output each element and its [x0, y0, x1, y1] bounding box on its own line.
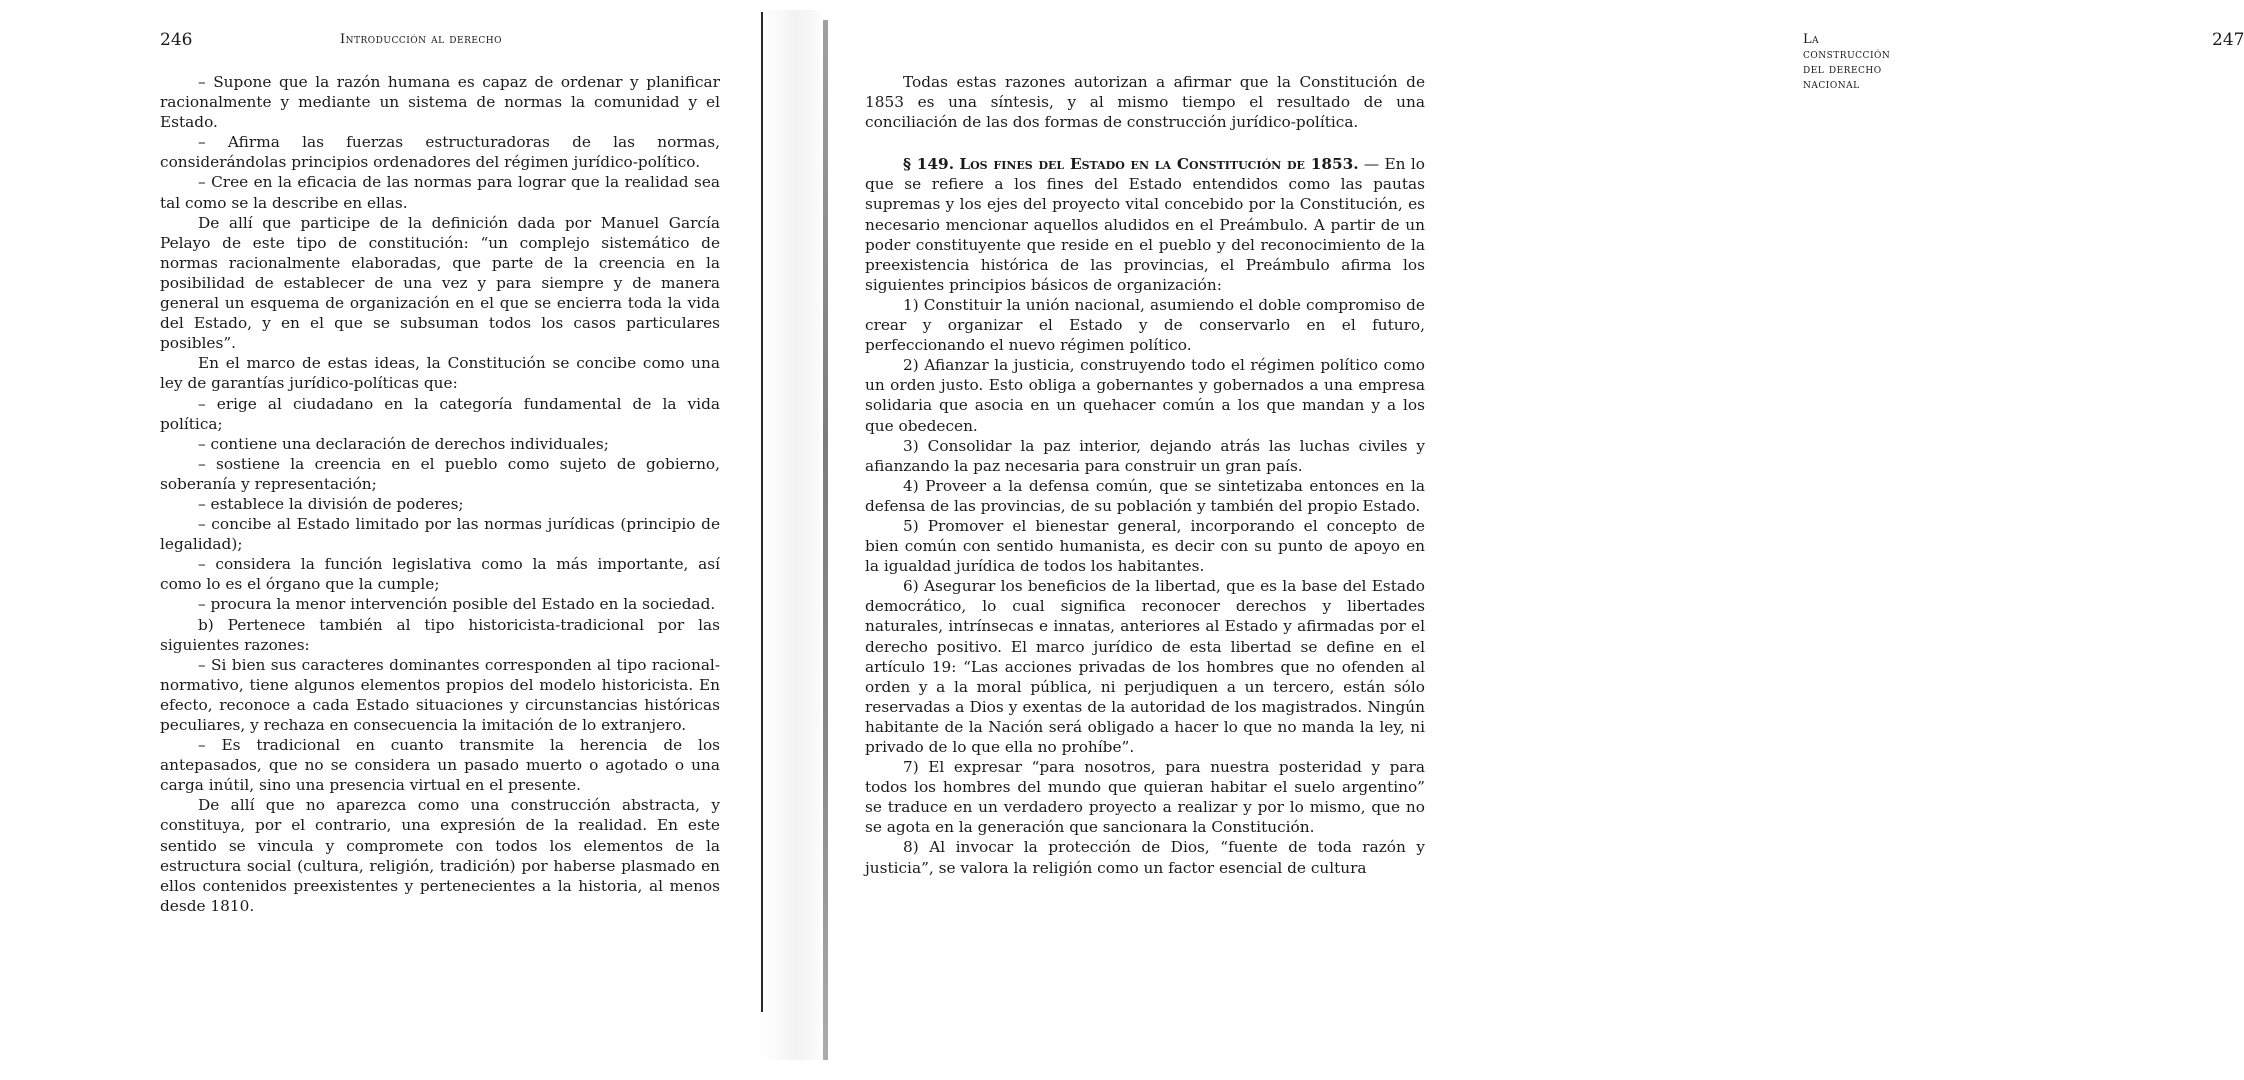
paragraph: De allí que participe de la definición dada por Manuel García Pelayo de este tipo de constitución: “un complejo sistemático de normas racionalmente elaboradas, que parte de la creencia en la posibilidad de establecer de una vez y para siempre y de manera general un esquema de organización en el que se encierra toda la vida del Estado, y en el que se subsuman todos los casos particulares posibles”. [160, 213, 720, 353]
list-item: – considera la función legislativa como la más importante, así como lo es el órgano que la cumple; [160, 555, 720, 594]
paragraph: b) Pertenece también al tipo historicista-tradicional por las siguientes razones: [160, 615, 720, 654]
section-spacer [865, 132, 1425, 154]
list-item: 4) Proveer a la defensa común, que se sintetizaba entonces en la defensa de las provincias, de su población y también del propio Estado. [865, 476, 1425, 515]
paragraph: En el marco de estas ideas, la Constitución se concibe como una ley de garantías jurídico-políticas que: [160, 354, 720, 393]
book-gutter [760, 10, 820, 1060]
left-page-body [160, 72, 720, 916]
list-item: – Si bien sus caracteres dominantes corresponden al tipo racional-normativo, tiene algunos elementos propios del modelo historicista. En efecto, reconoce a cada Estado situaciones y circunstancias históricas peculiares, y rechaza en consecuencia la imitación de lo extranjero. [160, 655, 720, 734]
list-item: – sostiene la creencia en el pueblo como sujeto de gobierno, soberanía y representación; [160, 454, 720, 493]
paragraph: De allí que no aparezca como una construcción abstracta, y constituya, por el contrario, una expresión de la realidad. En este sentido se vincula y compromete con todos los elementos de la estructura social (cultura, religión, tradición) por haberse plasmado en ellos contenidos preexistentes y pertenecientes a la historia, al menos desde 1810. [160, 796, 720, 915]
list-item: 1) Constituir la unión nacional, asumiendo el doble compromiso de crear y organizar el Estado y de conservarlo en el futuro, perfeccionando el nuevo régimen político. [865, 295, 1425, 355]
section-number: § 149. [903, 155, 955, 174]
left-page-number: 246 [160, 30, 193, 50]
list-item: 8) Al invocar la protección de Dios, “fuente de toda razón y justicia”, se valora la religión como un factor esencial de cultura [865, 838, 1425, 877]
list-item: 5) Promover el bienestar general, incorporando el concepto de bien común con sentido humanista, es decir con su punto de apoyo en la igualdad jurídica de todos los habitantes. [865, 516, 1425, 576]
list-item: – contiene una declaración de derechos individuales; [198, 434, 609, 453]
paragraph: Todas estas razones autorizan a afirmar que la Constitución de 1853 es una síntesis, y al mismo tiempo el resultado de una conciliación de las dos formas de construcción jurídico-política. [865, 73, 1425, 132]
list-item: 2) Afianzar la justicia, construyendo todo el régimen político como un orden justo. Esto obliga a gobernantes y gobernados a una empresa solidaria que asocia en un quehacer común a los que mandan y a los que obedecen. [865, 356, 1425, 435]
list-item: 7) El expresar “para nosotros, para nuestra posteridad y para todos los hombres del mundo que quieran habitar el suelo argentino” se traduce en un verdadero proyecto a realizar y por lo mismo, que no se agota en la generación que sancionara la Constitución. [865, 758, 1425, 837]
list-item: – concibe al Estado limitado por las normas jurídicas (principio de legalidad); [160, 515, 720, 554]
right-page-number: 247 [2212, 30, 2244, 50]
section-body: — En lo que se refiere a los fines del Estado entendidos como las pautas supremas y los ejes del proyecto vital concebido por la Constitución, es necesario mencionar aquellos aludidos en el Preámbulo. A partir de un poder constituyente que reside en el pueblo y del reconocimiento de la preexistencia histórica de las provincias, el Preámbulo afirma los siguientes principios básicos de organización: [865, 155, 1425, 294]
list-item: – Es tradicional en cuanto transmite la herencia de los antepasados, que no se considera un pasado muerto o agotado o una carga inútil, sino una presencia virtual en el presente. [160, 736, 720, 795]
list-item: – procura la menor intervención posible del Estado en la sociedad. [198, 595, 716, 614]
left-page [0, 0, 760, 1080]
paragraph: – Cree en la eficacia de las normas para lograr que la realidad sea tal como se la describe en ellas. [160, 173, 720, 212]
paragraph: – Supone que la razón humana es capaz de ordenar y planificar racionalmente y mediante un sistema de normas la comunidad y el Estado. [160, 73, 720, 132]
section-title: Los fines del Estado en la Constitución de 1853. [959, 155, 1359, 174]
gutter-line [761, 12, 763, 1012]
paragraph: – Afirma las fuerzas estructuradoras de las normas, considerándolas principios ordenadores del régimen jurídico-político. [160, 133, 720, 172]
list-item: 3) Consolidar la paz interior, dejando atrás las luchas civiles y afianzando la paz necesaria para construir un gran país. [865, 436, 1425, 475]
list-item: 6) Asegurar los beneficios de la libertad, que es la base del Estado democrático, lo cual significa reconocer derechos y libertades naturales, intrínsecas e innatas, anteriores al Estado y afirmadas por el derecho positivo. El marco jurídico de esta libertad se define en el artículo 19: “Las acciones privadas de los hombres que no ofenden al orden y a la moral pública, ni perjudiquen a un tercero, están sólo reservadas a Dios y exentas de la autoridad de los magistrados. Ningún habitante de la Nación será obligado a hacer lo que no manda la ley, ni privado de lo que ella no prohíbe”. [865, 577, 1425, 756]
left-running-head: Introducción al derecho [340, 32, 503, 47]
list-item: – establece la división de poderes; [198, 494, 464, 513]
section-paragraph [865, 154, 1425, 295]
right-page-body [865, 72, 1425, 878]
list-item: – erige al ciudadano en la categoría fundamental de la vida política; [160, 394, 720, 433]
right-running-head: La construcción del derecho nacional [1803, 32, 1891, 92]
